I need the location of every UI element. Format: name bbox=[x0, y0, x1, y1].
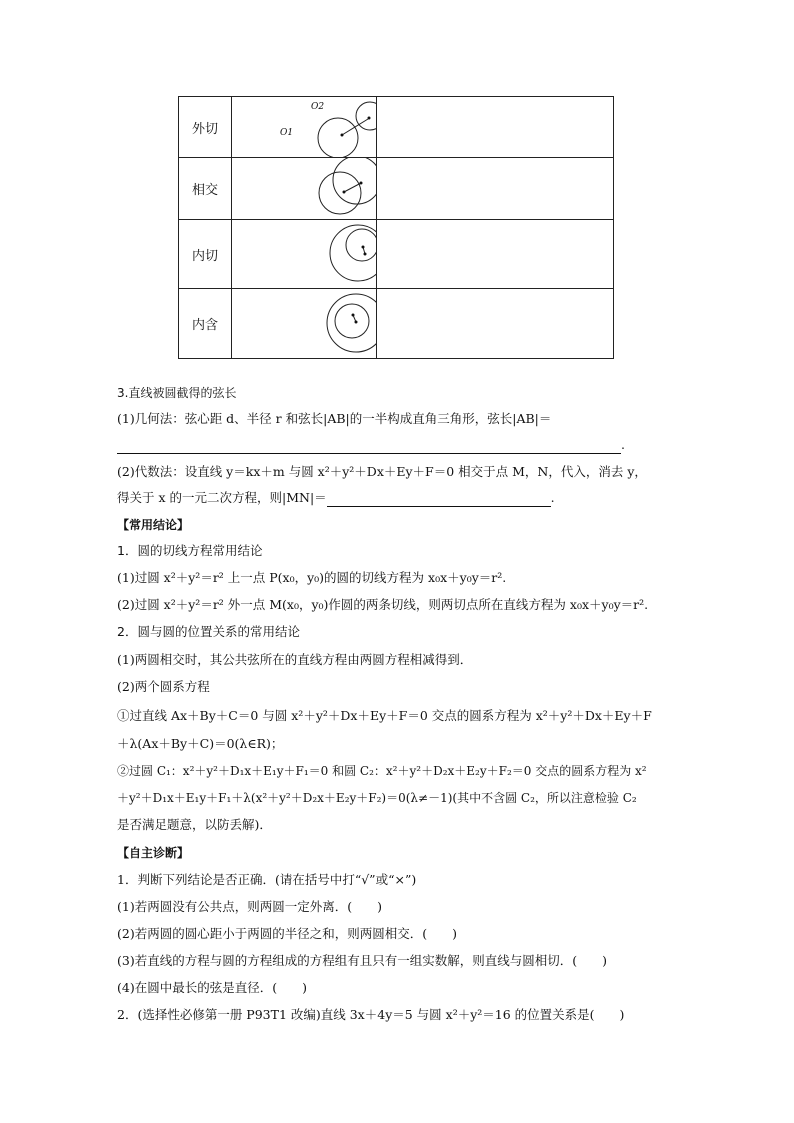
common-conclusions-heading: 【常用结论】 bbox=[117, 518, 190, 532]
figure-contained bbox=[232, 289, 376, 358]
question-1-1: (1)若两圆没有公共点，则两圆一定外离．( ) bbox=[117, 899, 382, 914]
c2-b1-line2: ＋λ(Ax＋By＋C)＝0(λ∈R)； bbox=[117, 736, 284, 751]
c2-a: (1)两圆相交时，其公共弦所在的直线方程由两圆方程相减得到． bbox=[117, 652, 473, 667]
row-label-intersecting: 相交 bbox=[179, 158, 232, 220]
c1-a: (1)过圆 x²＋y²＝r² 上一点 P(x₀，y₀)的圆的切线方程为 x₀x＋y₀y＝r². bbox=[117, 570, 507, 585]
c2-title: 2．圆与圆的位置关系的常用结论 bbox=[117, 624, 300, 639]
figure-internal-tangent bbox=[232, 220, 376, 288]
question-1-2: (2)若两圆的圆心距小于两圆的半径之和，则两圆相交．( ) bbox=[117, 926, 457, 941]
section3-geometric-blank-line: . bbox=[117, 436, 625, 454]
label-o1: O1 bbox=[280, 128, 294, 138]
section3-algebraic-1: (2)代数法：设直线 y＝kx＋m 与圆 x²＋y²＋Dx＋Ey＋F＝0 相交于点 M，N，代入，消去 y， bbox=[117, 464, 647, 479]
c2-b1-line1: ①过直线 Ax＋By＋C＝0 与圆 x²＋y²＋Dx＋Ey＋F＝0 交点的圆系方程为 x²＋y²＋Dx＋Ey＋F bbox=[117, 708, 652, 723]
row-label-external-tangent: 外切 bbox=[179, 97, 232, 158]
c2-b: (2)两个圆系方程 bbox=[117, 679, 210, 694]
c2-b2-line2: ＋y²＋D₁x＋E₁y＋F₁＋λ(x²＋y²＋D₂x＋E₂y＋F₂)＝0(λ≠－1)(其中不含圆 C₂，所以注意检验 C₂ bbox=[117, 791, 637, 805]
blank-cell bbox=[377, 97, 614, 158]
section3-geometric: (1)几何法：弦心距 d、半径 r 和弦长|AB|的一半构成直角三角形，弦长|AB|＝ bbox=[117, 411, 552, 426]
question-1-3: (3)若直线的方程与圆的方程组成的方程组有且只有一组实数解，则直线与圆相切．( ) bbox=[117, 953, 607, 968]
row-label-internal-tangent: 内切 bbox=[179, 220, 232, 289]
c1-b: (2)过圆 x²＋y²＝r² 外一点 M(x₀，y₀)作圆的两条切线，则两切点所在直线方程为 x₀x＋y₀y＝r². bbox=[117, 597, 649, 612]
c1-title: 1．圆的切线方程常用结论 bbox=[117, 543, 263, 558]
blank-cell bbox=[377, 289, 614, 359]
question-1-4: (4)在圆中最长的弦是直径．( ) bbox=[117, 980, 307, 995]
label-o2: O2 bbox=[311, 102, 325, 112]
section3-heading: 3.直线被圆截得的弦长 bbox=[117, 386, 237, 400]
figure-intersecting bbox=[232, 158, 376, 219]
c2-b2-line1: ②过圆 C₁：x²＋y²＋D₁x＋E₁y＋F₁＝0 和圆 C₂：x²＋y²＋D₂x＋E₂y＋F₂＝0 交点的圆系方程为 x² bbox=[117, 764, 647, 778]
figure-external-tangent bbox=[232, 97, 376, 157]
blank-cell bbox=[377, 158, 614, 220]
section3-algebraic-2: 得关于 x 的一元二次方程，则|MN|＝ . bbox=[117, 490, 555, 505]
question-2: 2．(选择性必修第一册 P93T1 改编)直线 3x＋4y＝5 与圆 x²＋y²＝16 的位置关系是( ) bbox=[117, 1007, 625, 1022]
row-label-contained: 内含 bbox=[179, 289, 232, 359]
circle-position-table bbox=[178, 96, 614, 359]
blank-cell bbox=[377, 220, 614, 289]
diagnosis-heading: 【自主诊断】 bbox=[117, 846, 190, 860]
c2-b2-line3: 是否满足题意，以防丢解)． bbox=[117, 817, 272, 832]
question-1: 1．判断下列结论是否正确．(请在括号中打“√”或“×”) bbox=[117, 872, 417, 887]
